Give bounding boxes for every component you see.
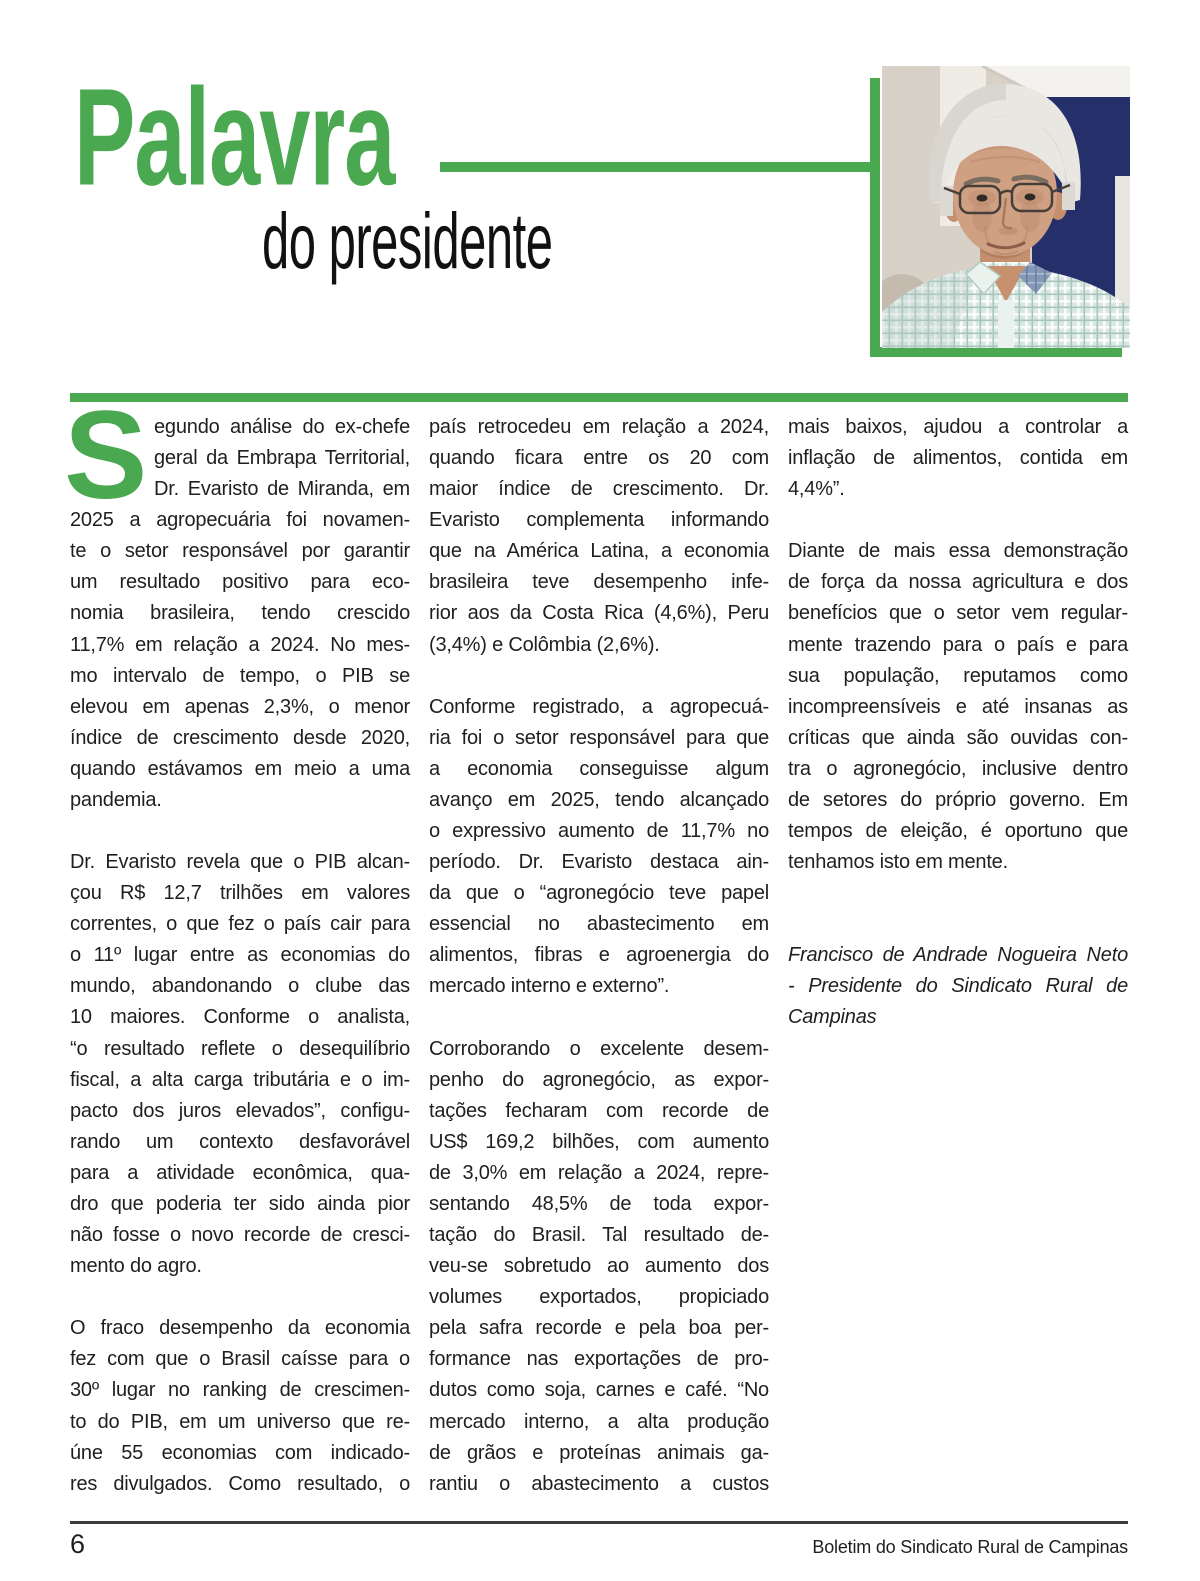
paragraph — [64, 386, 410, 816]
article-line: Campinas — [788, 1006, 877, 1029]
article-line: fez com que o Brasil caísse para o — [70, 1348, 410, 1371]
article-line: Diante de mais essa demonstração — [788, 540, 1128, 563]
article-line: alimentos, fibras e agroenergia do — [429, 944, 769, 967]
paragraph — [70, 847, 410, 1282]
article-column — [64, 386, 410, 1500]
article-line: essencial no abastecimento em — [429, 913, 769, 936]
article-line: pandemia. — [70, 788, 162, 811]
article-line: (3,4%) e Colômbia (2,6%). — [429, 633, 660, 656]
article-line: de grãos e proteínas animais ga- — [429, 1441, 769, 1464]
article-line: penho do agronegócio, as expor- — [429, 1068, 769, 1091]
article-line: tempos de eleição, é oportuno que — [788, 820, 1128, 843]
article-line: tações fecharam com recorde de — [429, 1099, 769, 1122]
article-line: elevou em apenas 2,3%, o menor — [70, 695, 410, 718]
article-line: O fraco desempenho da economia — [70, 1317, 410, 1340]
title-connector-line — [440, 162, 880, 172]
article-line: te o setor responsável por garantir — [70, 540, 410, 563]
article-line: mo intervalo de tempo, o PIB se — [70, 664, 410, 687]
article-line: mercado interno, a alta produção — [429, 1410, 769, 1433]
article-line: 11,7% em relação a 2024. No mes- — [70, 633, 410, 656]
article-line: correntes, o que fez o país cair para — [70, 913, 410, 936]
article-line: to do PIB, em um universo que re- — [70, 1410, 410, 1433]
article-line: a economia conseguisse algum — [429, 757, 769, 780]
article-line: quando ficara entre os 20 com — [429, 447, 769, 470]
article-line: Evaristo complementa informando — [429, 509, 769, 532]
paragraph — [788, 412, 1128, 505]
footer-publication: Boletim do Sindicato Rural de Campinas — [812, 1537, 1128, 1557]
article-line: não fosse o novo recorde de cresci- — [70, 1224, 410, 1247]
paragraph — [429, 692, 769, 1003]
article-line: críticas que ainda são ouvidas con- — [788, 726, 1128, 749]
article-line: Francisco de Andrade Nogueira Neto — [788, 944, 1128, 967]
article-line: inflação de alimentos, contida em — [788, 447, 1128, 470]
article-line: de 3,0% em relação a 2024, repre- — [429, 1161, 769, 1184]
article-line: mercado interno e externo”. — [429, 975, 670, 998]
president-photo — [882, 66, 1130, 348]
article-line: o expressivo aumento de 11,7% no — [429, 820, 769, 843]
article-line: sua população, reputamos como — [788, 664, 1128, 687]
article-line: 30º lugar no ranking de crescimen- — [70, 1379, 410, 1402]
article-line: rando um contexto desfavorável — [70, 1130, 410, 1153]
article-line: mais baixos, ajudou a controlar a — [788, 416, 1128, 438]
article-line: o 11º lugar entre as economias do — [70, 944, 410, 967]
article-line: quando estávamos em meio a uma — [70, 757, 410, 780]
article-line: da que o “agronegócio teve papel — [429, 882, 769, 905]
article-line: 4,4%”. — [788, 478, 845, 501]
article-line: mundo, abandonando o clube das — [70, 975, 410, 998]
article-line: avanço em 2025, tendo alcançado — [429, 788, 769, 811]
article-line: tação do Brasil. Tal resultado de- — [429, 1224, 769, 1247]
photo-frame-bottom-bar — [870, 347, 1122, 357]
article-line: de setores do próprio governo. Em — [788, 788, 1128, 811]
page-subtitle: do presidente — [262, 199, 553, 286]
paragraph — [429, 412, 769, 661]
article-line: ria foi o setor responsável para que — [429, 726, 769, 749]
article-line: Conforme registrado, a agropecuá- — [429, 695, 769, 718]
article-line: úne 55 economias com indicado- — [70, 1441, 410, 1464]
article-line: egundo análise do ex-chefe — [154, 416, 410, 438]
article-line: Dr. Evaristo revela que o PIB alcan- — [70, 851, 410, 874]
article-line: para a atividade econômica, qua- — [70, 1161, 410, 1184]
article-line: 10 maiores. Conforme o analista, — [70, 1006, 410, 1029]
article-line: benefícios que o setor vem regular- — [788, 602, 1128, 625]
article-line: 2025 a agropecuária foi novamen- — [70, 509, 410, 532]
article-line: - Presidente do Sindicato Rural de — [788, 975, 1128, 998]
article-column — [788, 412, 1128, 1500]
article-line: dro que poderia ter sido ainda pior — [70, 1192, 410, 1215]
article-line: pela safra recorde e pela boa per- — [429, 1317, 769, 1340]
article-line: de força da nossa agricultura e dos — [788, 571, 1128, 594]
drop-cap: S — [64, 386, 148, 525]
article-line: US$ 169,2 bilhões, com aumento — [429, 1130, 769, 1153]
article-line: geral da Embrapa Territorial, — [154, 447, 410, 470]
article-line: formance nas exportações de pro- — [429, 1348, 769, 1371]
article-line: índice de crescimento desde 2020, — [70, 726, 410, 749]
article-line: dutos como soja, carnes e café. “No — [429, 1379, 769, 1402]
article-line: país retrocedeu em relação a 2024, — [429, 416, 769, 438]
article-line: que na América Latina, a economia — [429, 540, 769, 563]
paragraph — [788, 536, 1128, 878]
article-line: Corroborando o excelente desem- — [429, 1037, 769, 1060]
article-line: “o resultado reflete o desequilíbrio — [70, 1037, 410, 1060]
article-line: çou R$ 12,7 trilhões em valores — [70, 882, 410, 905]
article-top-rule — [70, 393, 1128, 402]
article-column — [429, 412, 769, 1500]
article-line: fiscal, a alta carga tributária e o im- — [70, 1068, 410, 1091]
article-line: brasileira teve desempenho infe- — [429, 571, 769, 594]
article-line: rior aos da Costa Rica (4,6%), Peru — [429, 602, 769, 625]
article-line: incompreensíveis e até insanas as — [788, 695, 1128, 718]
article-line: tra o agronegócio, inclusive dentro — [788, 757, 1128, 780]
footer-rule — [70, 1521, 1128, 1524]
signature — [788, 940, 1128, 1033]
article-line: período. Dr. Evaristo destaca ain- — [429, 851, 769, 874]
article-line: nomia brasileira, tendo crescido — [70, 602, 410, 625]
article-line: pacto dos juros elevados”, configu- — [70, 1099, 410, 1122]
article-line: veu-se sobretudo ao aumento dos — [429, 1255, 769, 1278]
paragraph — [70, 1313, 410, 1499]
article-line: mente trazendo para o país e para — [788, 633, 1128, 656]
page-title: Palavra — [74, 61, 395, 215]
page-number: 6 — [70, 1529, 86, 1559]
article-line: rantiu o abastecimento a custos — [429, 1472, 769, 1495]
article-line: maior índice de crescimento. Dr. — [429, 478, 769, 501]
president-portrait-illustration — [882, 66, 1130, 348]
article-line: mento do agro. — [70, 1255, 202, 1278]
article-line: res divulgados. Como resultado, o — [70, 1472, 410, 1495]
article-line: tenhamos isto em mente. — [788, 851, 1008, 874]
article-line: Dr. Evaristo de Miranda, em — [154, 478, 410, 501]
paragraph — [429, 1034, 769, 1500]
article-line: sentando 48,5% de toda expor- — [429, 1192, 769, 1215]
article-columns — [64, 386, 1128, 1500]
article-line: volumes exportados, propiciado — [429, 1286, 769, 1309]
article-line: um resultado positivo para eco- — [70, 571, 410, 594]
photo-frame-left-bar — [870, 78, 880, 357]
